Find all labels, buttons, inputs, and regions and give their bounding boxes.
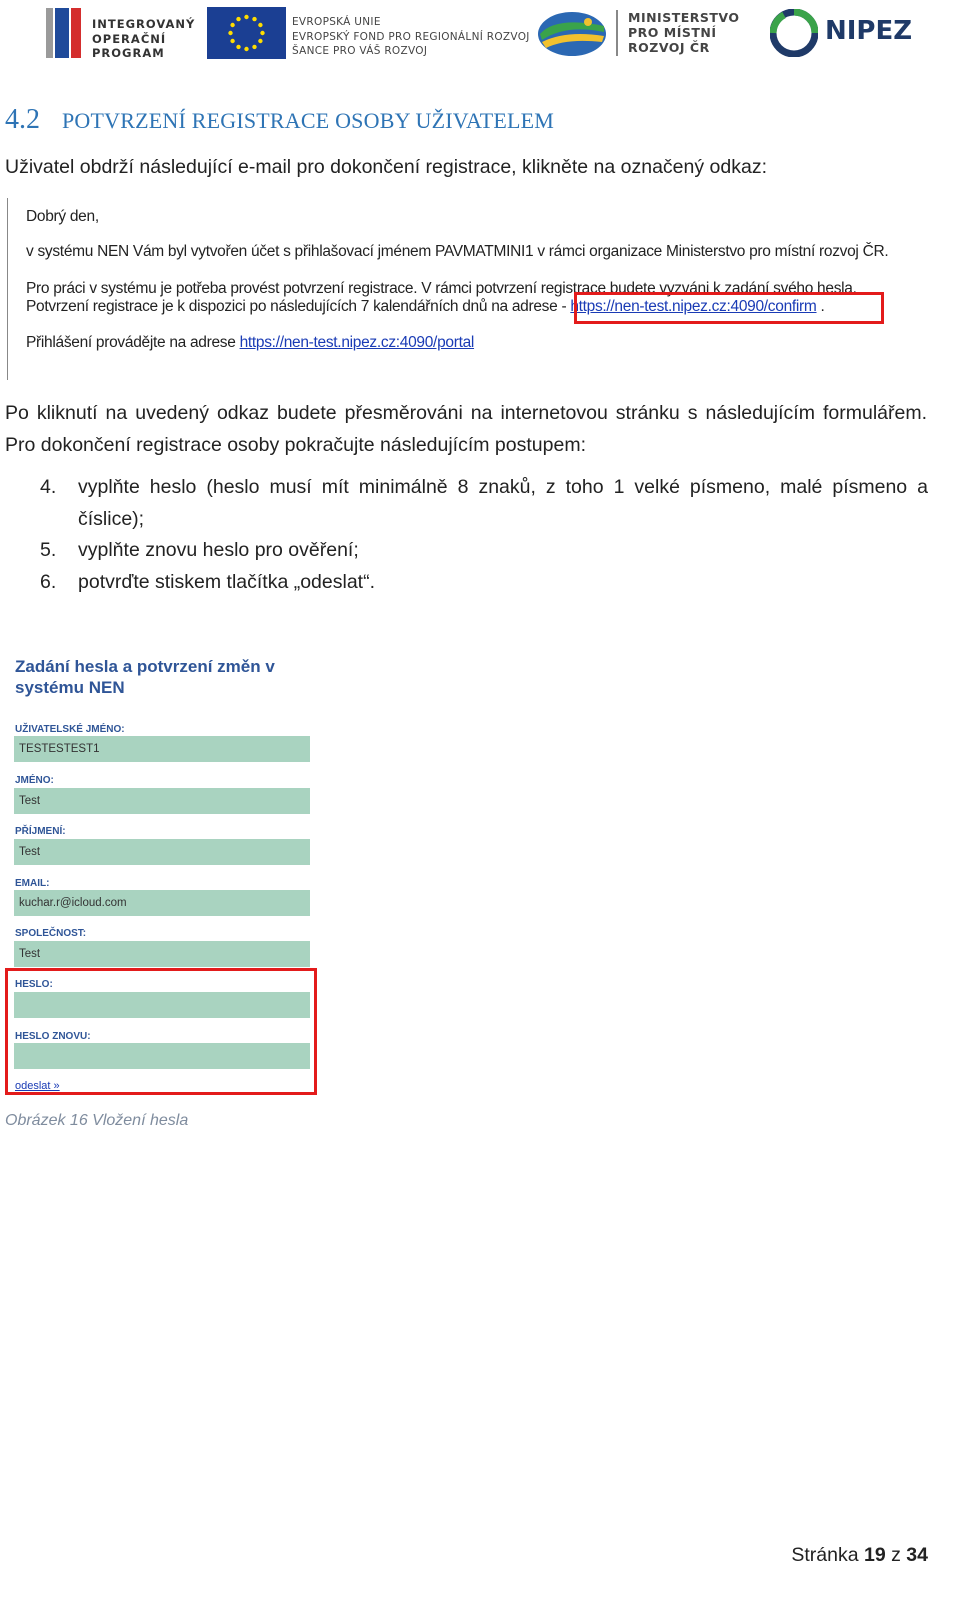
figure-caption: Obrázek 16 Vložení hesla bbox=[5, 1112, 189, 1129]
confirm-link[interactable]: https://nen-test.nipez.cz:4090/confirm bbox=[570, 298, 817, 315]
surname-field[interactable]: Test bbox=[14, 839, 310, 865]
page-number: Stránka 19 z 34 bbox=[791, 1544, 928, 1566]
email-line-account: v systému NEN Vám byl vytvořen účet s přihlašovací jménem PAVMATMINI1 v rámci organizace Ministerstvo pro místní rozvoj ČR. bbox=[26, 243, 889, 260]
eu-star-icon bbox=[258, 39, 262, 43]
eu-flag-icon bbox=[207, 7, 286, 59]
eu-star-icon bbox=[244, 15, 248, 19]
email-field[interactable]: kuchar.r@icloud.com bbox=[14, 890, 310, 916]
username-field[interactable]: TESTESTEST1 bbox=[14, 736, 310, 762]
eu-star-icon bbox=[252, 17, 256, 21]
mmr-logo-text: MINISTERSTVO PRO MÍSTNÍ ROZVOJ ČR bbox=[628, 10, 740, 55]
iop-bars-icon bbox=[46, 8, 84, 58]
eu-star-icon bbox=[258, 23, 262, 27]
username-label: UŽIVATELSKÉ JMÉNO: bbox=[15, 724, 125, 735]
password-section-highlight bbox=[5, 968, 317, 1095]
password-confirm-label: HESLO ZNOVU: bbox=[15, 1031, 91, 1042]
intro-paragraph: Uživatel obdrží následující e-mail pro dokončení registrace, klikněte na označený odkaz: bbox=[5, 156, 767, 178]
portal-link[interactable]: https://nen-test.nipez.cz:4090/portal bbox=[239, 334, 475, 351]
nipez-logo-text: NIPEZ bbox=[825, 16, 913, 46]
redirect-paragraph: Po kliknutí na uvedený odkaz budete přesměrováni na internetovou stránku s následujícím formulářem. Pro dokončení registrace osoby pokračujte následujícím postupem: bbox=[5, 402, 927, 456]
header-logos bbox=[0, 0, 960, 70]
surname-label: PŘÍJMENÍ: bbox=[15, 826, 66, 837]
mmr-logo-icon bbox=[536, 8, 608, 60]
section-number: 4.2 bbox=[5, 104, 40, 135]
list-item: 5. vyplňte znovu heslo pro ověření; bbox=[40, 539, 359, 561]
firstname-field[interactable]: Test bbox=[14, 788, 310, 814]
company-label: SPOLEČNOST: bbox=[15, 928, 87, 939]
email-line-confirm-url: Potvrzení registrace je k dispozici po následujících 7 kalendářních dnů na adrese - https://nen-test.nipez.cz:4090/confirm . bbox=[26, 298, 825, 315]
section-heading bbox=[5, 104, 554, 136]
eu-logo-text: EVROPSKÁ UNIE EVROPSKÝ FOND PRO REGIONÁLNÍ ROZVOJ ŠANCE PRO VÁŠ ROZVOJ bbox=[292, 16, 530, 57]
eu-star-icon bbox=[260, 31, 264, 35]
steps-list bbox=[40, 472, 928, 598]
email-greeting: Dobrý den, bbox=[26, 208, 99, 225]
email-line-confirm-info: Pro práci v systému je potřeba provést potvrzení registrace. V rámci potvrzení registrace budete vyzváni k zadání svého hesla. bbox=[26, 280, 857, 297]
email-line-login: Přihlášení provádějte na adrese https://nen-test.nipez.cz:4090/portal bbox=[26, 334, 475, 351]
eu-star-icon bbox=[230, 39, 234, 43]
current-page: 19 bbox=[864, 1544, 886, 1566]
email-label: EMAIL: bbox=[15, 878, 50, 889]
firstname-label: JMÉNO: bbox=[15, 775, 54, 786]
eu-star-icon bbox=[236, 17, 240, 21]
eu-star-icon bbox=[228, 31, 232, 35]
total-pages: 34 bbox=[906, 1544, 928, 1566]
form-title: Zadání hesla a potvrzení změn v systému NEN bbox=[15, 657, 275, 697]
email-quote-bar bbox=[7, 198, 8, 380]
confirm-link-highlight bbox=[574, 292, 884, 324]
section-title: POTVRZENÍ REGISTRACE OSOBY UŽIVATELEM bbox=[62, 108, 555, 133]
password-label: HESLO: bbox=[15, 979, 53, 990]
eu-star-icon bbox=[252, 45, 256, 49]
submit-link[interactable]: odeslat » bbox=[15, 1080, 60, 1092]
eu-star-icon bbox=[230, 23, 234, 27]
company-field[interactable]: Test bbox=[14, 941, 310, 967]
mmr-divider bbox=[616, 10, 618, 56]
list-item: 4. vyplňte heslo (heslo musí mít minimálně 8 znaků, z toho 1 velké písmeno, malé písmeno a číslice); bbox=[40, 476, 928, 530]
eu-star-icon bbox=[244, 47, 248, 51]
nipez-logo-icon bbox=[770, 9, 818, 57]
email-screenshot bbox=[7, 196, 907, 382]
eu-star-icon bbox=[236, 45, 240, 49]
list-item: 6. potvrďte stiskem tlačítka „odeslat“. bbox=[40, 570, 376, 593]
iop-logo-text: INTEGROVANÝ OPERAČNÍ PROGRAM bbox=[92, 17, 196, 60]
